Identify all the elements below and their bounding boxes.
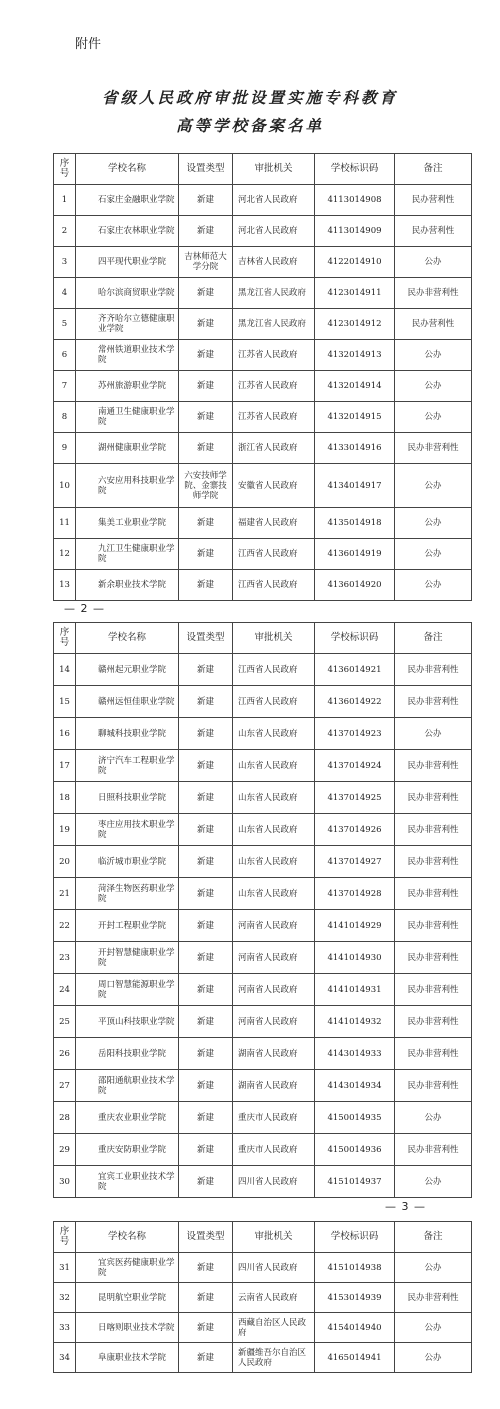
name-cell: 济宁汽车工程职业学院	[76, 750, 179, 782]
seq-cell: 15	[54, 686, 76, 718]
type-cell: 新建	[179, 309, 233, 340]
code-cell: 4136014920	[315, 570, 395, 601]
code-cell: 4137014928	[315, 878, 395, 910]
seq-cell: 6	[54, 340, 76, 371]
code-cell: 4123014911	[315, 278, 395, 309]
code-cell: 4113014908	[315, 185, 395, 216]
name-cell: 昆明航空职业学院	[76, 1283, 179, 1313]
name-cell: 宜宾工业职业技术学院	[76, 1166, 179, 1198]
name-cell: 开封智慧健康职业学院	[76, 942, 179, 974]
table-row	[54, 878, 472, 910]
type-cell: 新建	[179, 1253, 233, 1283]
table-row	[54, 1166, 472, 1198]
note-cell: 民办非营利性	[395, 1070, 472, 1102]
name-cell: 宜宾医药健康职业学院	[76, 1253, 179, 1283]
table-row	[54, 654, 472, 686]
seq-cell: 16	[54, 718, 76, 750]
authority-cell: 江西省人民政府	[233, 686, 315, 718]
note-cell: 民办非营利性	[395, 433, 472, 464]
seq-cell: 25	[54, 1006, 76, 1038]
authority-cell: 河南省人民政府	[233, 942, 315, 974]
authority-cell: 湖南省人民政府	[233, 1070, 315, 1102]
note-cell: 公办	[395, 1102, 472, 1134]
seq-cell: 23	[54, 942, 76, 974]
table-row	[54, 216, 472, 247]
authority-cell: 重庆市人民政府	[233, 1102, 315, 1134]
note-cell: 公办	[395, 718, 472, 750]
type-cell: 新建	[179, 539, 233, 570]
code-cell: 4137014925	[315, 782, 395, 814]
authority-cell: 安徽省人民政府	[233, 464, 315, 508]
authority-cell: 山东省人民政府	[233, 846, 315, 878]
table-row	[54, 718, 472, 750]
document-title-line1: 省级人民政府审批设置实施专科教育	[101, 88, 398, 107]
note-cell: 公办	[395, 539, 472, 570]
code-cell: 4141014932	[315, 1006, 395, 1038]
header-seq: 序号	[54, 154, 76, 185]
code-cell: 4133014916	[315, 433, 395, 464]
table-row	[54, 846, 472, 878]
code-cell: 4135014918	[315, 508, 395, 539]
type-cell: 新建	[179, 718, 233, 750]
note-cell: 民办非营利性	[395, 1006, 472, 1038]
seq-cell: 5	[54, 309, 76, 340]
seq-cell: 33	[54, 1313, 76, 1343]
name-cell: 阜康职业技术学院	[76, 1343, 179, 1373]
note-cell: 公办	[395, 1166, 472, 1198]
note-cell: 民办非营利性	[395, 1283, 472, 1313]
code-cell: 4153014939	[315, 1283, 395, 1313]
note-cell: 公办	[395, 508, 472, 539]
authority-cell: 湖南省人民政府	[233, 1038, 315, 1070]
type-cell: 新建	[179, 1313, 233, 1343]
code-cell: 4141014931	[315, 974, 395, 1006]
table-row	[54, 814, 472, 846]
header-type: 设置类型	[179, 154, 233, 185]
type-cell: 新建	[179, 185, 233, 216]
seq-cell: 20	[54, 846, 76, 878]
header-note: 备注	[395, 154, 472, 185]
name-cell: 枣庄应用技术职业学院	[76, 814, 179, 846]
header-authority: 审批机关	[233, 1222, 315, 1253]
name-cell: 赣州起元职业学院	[76, 654, 179, 686]
seq-cell: 24	[54, 974, 76, 1006]
name-cell: 临沂城市职业学院	[76, 846, 179, 878]
table-row	[54, 1070, 472, 1102]
table-row	[54, 570, 472, 601]
type-cell: 新建	[179, 654, 233, 686]
authority-cell: 江苏省人民政府	[233, 402, 315, 433]
seq-cell: 12	[54, 539, 76, 570]
table-header-row	[54, 623, 472, 654]
note-cell: 公办	[395, 1253, 472, 1283]
table-row	[54, 508, 472, 539]
table-header-row	[54, 1222, 472, 1253]
name-cell: 苏州旅游职业学院	[76, 371, 179, 402]
header-authority: 审批机关	[233, 154, 315, 185]
page-number-2: — 2 —	[64, 602, 105, 615]
header-name: 学校名称	[76, 1222, 179, 1253]
authority-cell: 黑龙江省人民政府	[233, 278, 315, 309]
note-cell: 公办	[395, 570, 472, 601]
name-cell: 九江卫生健康职业学院	[76, 539, 179, 570]
table-row	[54, 402, 472, 433]
code-cell: 4154014940	[315, 1313, 395, 1343]
type-cell: 新建	[179, 1070, 233, 1102]
name-cell: 常州铁道职业技术学院	[76, 340, 179, 371]
code-cell: 4113014909	[315, 216, 395, 247]
name-cell: 岳阳科技职业学院	[76, 1038, 179, 1070]
type-cell: 新建	[179, 433, 233, 464]
code-cell: 4136014919	[315, 539, 395, 570]
authority-cell: 河南省人民政府	[233, 974, 315, 1006]
code-cell: 4137014927	[315, 846, 395, 878]
name-cell: 齐齐哈尔立德健康职业学院	[76, 309, 179, 340]
code-cell: 4136014922	[315, 686, 395, 718]
authority-cell: 重庆市人民政府	[233, 1134, 315, 1166]
header-authority: 审批机关	[233, 623, 315, 654]
table-row	[54, 309, 472, 340]
authority-cell: 江苏省人民政府	[233, 371, 315, 402]
header-seq: 序号	[54, 623, 76, 654]
table-row	[54, 185, 472, 216]
header-code: 学校标识码	[315, 623, 395, 654]
note-cell: 民办非营利性	[395, 782, 472, 814]
authority-cell: 山东省人民政府	[233, 814, 315, 846]
table-row	[54, 464, 472, 508]
header-name: 学校名称	[76, 154, 179, 185]
table-row	[54, 1038, 472, 1070]
seq-cell: 27	[54, 1070, 76, 1102]
type-cell: 新建	[179, 974, 233, 1006]
table-row	[54, 1134, 472, 1166]
table-row	[54, 750, 472, 782]
table-row	[54, 247, 472, 278]
table-row	[54, 686, 472, 718]
name-cell: 日喀则职业技术学院	[76, 1313, 179, 1343]
authority-cell: 西藏自治区人民政府	[233, 1313, 315, 1343]
type-cell: 新建	[179, 750, 233, 782]
name-cell: 开封工程职业学院	[76, 910, 179, 942]
type-cell: 新建	[179, 782, 233, 814]
school-table-page3	[53, 1221, 472, 1373]
school-table-page2	[53, 622, 472, 1198]
authority-cell: 江西省人民政府	[233, 570, 315, 601]
table-row	[54, 433, 472, 464]
seq-cell: 28	[54, 1102, 76, 1134]
name-cell: 四平现代职业学院	[76, 247, 179, 278]
note-cell: 民办非营利性	[395, 846, 472, 878]
note-cell: 民办非营利性	[395, 814, 472, 846]
school-table-page1	[53, 153, 472, 601]
code-cell: 4137014926	[315, 814, 395, 846]
seq-cell: 26	[54, 1038, 76, 1070]
note-cell: 公办	[395, 1313, 472, 1343]
table-row	[54, 539, 472, 570]
type-cell: 新建	[179, 216, 233, 247]
seq-cell: 19	[54, 814, 76, 846]
type-cell: 新建	[179, 1006, 233, 1038]
code-cell: 4132014915	[315, 402, 395, 433]
note-cell: 民办非营利性	[395, 878, 472, 910]
authority-cell: 江西省人民政府	[233, 539, 315, 570]
authority-cell: 四川省人民政府	[233, 1253, 315, 1283]
code-cell: 4132014914	[315, 371, 395, 402]
type-cell: 新建	[179, 508, 233, 539]
name-cell: 邵阳通航职业技术学院	[76, 1070, 179, 1102]
seq-cell: 18	[54, 782, 76, 814]
note-cell: 公办	[395, 464, 472, 508]
code-cell: 4141014929	[315, 910, 395, 942]
table-row	[54, 1283, 472, 1313]
type-cell: 新建	[179, 340, 233, 371]
code-cell: 4150014936	[315, 1134, 395, 1166]
type-cell: 新建	[179, 278, 233, 309]
type-cell: 新建	[179, 942, 233, 974]
type-cell: 新建	[179, 1166, 233, 1198]
seq-cell: 32	[54, 1283, 76, 1313]
type-cell: 六安技师学院、金寨技师学院	[179, 464, 233, 508]
type-cell: 新建	[179, 1102, 233, 1134]
name-cell: 石家庄金融职业学院	[76, 185, 179, 216]
authority-cell: 浙江省人民政府	[233, 433, 315, 464]
note-cell: 公办	[395, 340, 472, 371]
table-row	[54, 942, 472, 974]
attachment-label: 附件	[75, 37, 102, 52]
seq-cell: 2	[54, 216, 76, 247]
authority-cell: 江苏省人民政府	[233, 340, 315, 371]
authority-cell: 山东省人民政府	[233, 718, 315, 750]
seq-cell: 29	[54, 1134, 76, 1166]
seq-cell: 10	[54, 464, 76, 508]
type-cell: 新建	[179, 814, 233, 846]
code-cell: 4141014930	[315, 942, 395, 974]
authority-cell: 福建省人民政府	[233, 508, 315, 539]
table-row	[54, 782, 472, 814]
type-cell: 新建	[179, 371, 233, 402]
name-cell: 哈尔滨商贸职业学院	[76, 278, 179, 309]
table-row	[54, 371, 472, 402]
authority-cell: 河南省人民政府	[233, 1006, 315, 1038]
seq-cell: 8	[54, 402, 76, 433]
page-number-3: — 3 —	[385, 1200, 426, 1213]
note-cell: 民办非营利性	[395, 654, 472, 686]
table-row	[54, 278, 472, 309]
name-cell: 石家庄农林职业学院	[76, 216, 179, 247]
note-cell: 民办非营利性	[395, 1134, 472, 1166]
authority-cell: 吉林省人民政府	[233, 247, 315, 278]
type-cell: 新建	[179, 1038, 233, 1070]
table-row	[54, 974, 472, 1006]
note-cell: 公办	[395, 247, 472, 278]
code-cell: 4151014938	[315, 1253, 395, 1283]
table-row	[54, 1313, 472, 1343]
note-cell: 民办非营利性	[395, 686, 472, 718]
name-cell: 六安应用科技职业学院	[76, 464, 179, 508]
name-cell: 湖州健康职业学院	[76, 433, 179, 464]
authority-cell: 河北省人民政府	[233, 185, 315, 216]
seq-cell: 4	[54, 278, 76, 309]
name-cell: 聊城科技职业学院	[76, 718, 179, 750]
authority-cell: 河北省人民政府	[233, 216, 315, 247]
code-cell: 4165014941	[315, 1343, 395, 1373]
table-row	[54, 910, 472, 942]
seq-cell: 34	[54, 1343, 76, 1373]
type-cell: 新建	[179, 1283, 233, 1313]
code-cell: 4143014933	[315, 1038, 395, 1070]
code-cell: 4136014921	[315, 654, 395, 686]
header-type: 设置类型	[179, 1222, 233, 1253]
name-cell: 新余职业技术学院	[76, 570, 179, 601]
type-cell: 吉林师范大学分院	[179, 247, 233, 278]
header-code: 学校标识码	[315, 154, 395, 185]
table-row	[54, 1102, 472, 1134]
authority-cell: 山东省人民政府	[233, 878, 315, 910]
note-cell: 民办营利性	[395, 185, 472, 216]
name-cell: 日照科技职业学院	[76, 782, 179, 814]
code-cell: 4137014923	[315, 718, 395, 750]
seq-cell: 1	[54, 185, 76, 216]
code-cell: 4151014937	[315, 1166, 395, 1198]
authority-cell: 山东省人民政府	[233, 782, 315, 814]
authority-cell: 四川省人民政府	[233, 1166, 315, 1198]
code-cell: 4137014924	[315, 750, 395, 782]
seq-cell: 22	[54, 910, 76, 942]
type-cell: 新建	[179, 686, 233, 718]
code-cell: 4132014913	[315, 340, 395, 371]
authority-cell: 黑龙江省人民政府	[233, 309, 315, 340]
note-cell: 民办非营利性	[395, 910, 472, 942]
authority-cell: 江西省人民政府	[233, 654, 315, 686]
seq-cell: 9	[54, 433, 76, 464]
note-cell: 公办	[395, 371, 472, 402]
table-row	[54, 1343, 472, 1373]
authority-cell: 新疆维吾尔自治区人民政府	[233, 1343, 315, 1373]
code-cell: 4134014917	[315, 464, 395, 508]
code-cell: 4122014910	[315, 247, 395, 278]
code-cell: 4143014934	[315, 1070, 395, 1102]
seq-cell: 11	[54, 508, 76, 539]
name-cell: 菏泽生物医药职业学院	[76, 878, 179, 910]
code-cell: 4150014935	[315, 1102, 395, 1134]
note-cell: 民办非营利性	[395, 750, 472, 782]
authority-cell: 云南省人民政府	[233, 1283, 315, 1313]
header-note: 备注	[395, 1222, 472, 1253]
code-cell: 4123014912	[315, 309, 395, 340]
note-cell: 民办非营利性	[395, 974, 472, 1006]
header-type: 设置类型	[179, 623, 233, 654]
authority-cell: 河南省人民政府	[233, 910, 315, 942]
type-cell: 新建	[179, 1134, 233, 1166]
header-name: 学校名称	[76, 623, 179, 654]
type-cell: 新建	[179, 910, 233, 942]
type-cell: 新建	[179, 402, 233, 433]
table-row	[54, 340, 472, 371]
type-cell: 新建	[179, 846, 233, 878]
header-seq: 序号	[54, 1222, 76, 1253]
seq-cell: 17	[54, 750, 76, 782]
note-cell: 民办非营利性	[395, 942, 472, 974]
note-cell: 民办营利性	[395, 216, 472, 247]
name-cell: 赣州远恒佳职业学院	[76, 686, 179, 718]
seq-cell: 7	[54, 371, 76, 402]
document-title-line2: 高等学校备案名单	[175, 116, 324, 135]
seq-cell: 30	[54, 1166, 76, 1198]
seq-cell: 13	[54, 570, 76, 601]
name-cell: 重庆安防职业学院	[76, 1134, 179, 1166]
name-cell: 南通卫生健康职业学院	[76, 402, 179, 433]
seq-cell: 3	[54, 247, 76, 278]
header-code: 学校标识码	[315, 1222, 395, 1253]
name-cell: 平顶山科技职业学院	[76, 1006, 179, 1038]
type-cell: 新建	[179, 1343, 233, 1373]
note-cell: 民办非营利性	[395, 1038, 472, 1070]
header-note: 备注	[395, 623, 472, 654]
name-cell: 集美工业职业学院	[76, 508, 179, 539]
note-cell: 民办非营利性	[395, 278, 472, 309]
note-cell: 民办营利性	[395, 309, 472, 340]
seq-cell: 21	[54, 878, 76, 910]
table-header-row	[54, 154, 472, 185]
seq-cell: 31	[54, 1253, 76, 1283]
type-cell: 新建	[179, 878, 233, 910]
note-cell: 公办	[395, 402, 472, 433]
type-cell: 新建	[179, 570, 233, 601]
seq-cell: 14	[54, 654, 76, 686]
table-row	[54, 1006, 472, 1038]
name-cell: 周口智慧能源职业学院	[76, 974, 179, 1006]
table-row	[54, 1253, 472, 1283]
authority-cell: 山东省人民政府	[233, 750, 315, 782]
note-cell: 公办	[395, 1343, 472, 1373]
name-cell: 重庆农业职业学院	[76, 1102, 179, 1134]
